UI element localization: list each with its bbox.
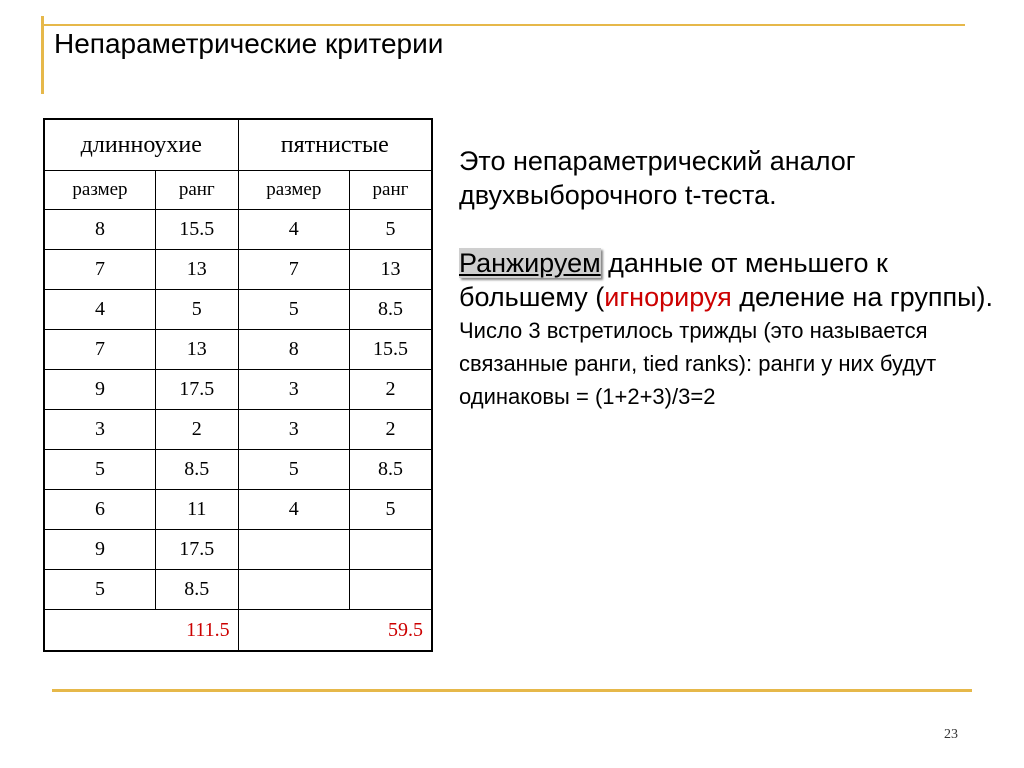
- table-row: [44, 370, 432, 410]
- table-cell: 3: [44, 410, 156, 450]
- paragraph-ranking: [459, 246, 1004, 314]
- table-cell: 17.5: [156, 370, 239, 410]
- totals-row: [44, 610, 432, 652]
- table-cell: 2: [349, 410, 432, 450]
- table-cell: 9: [44, 370, 156, 410]
- table-cell: 5: [349, 210, 432, 250]
- table-cell: 5: [44, 450, 156, 490]
- table-cell: 4: [44, 290, 156, 330]
- table-cell: 8: [44, 210, 156, 250]
- table-cell: 5: [349, 490, 432, 530]
- table-cell: 8.5: [156, 570, 239, 610]
- table-cell: 7: [44, 330, 156, 370]
- table-row: [44, 250, 432, 290]
- ignoring-word: игнорируя: [604, 282, 732, 312]
- table-cell: 6: [44, 490, 156, 530]
- paragraph-analog: Это непараметрический аналог двухвыборочного t-теста.: [459, 146, 856, 210]
- table-cell: 11: [156, 490, 239, 530]
- table-cell: 8: [238, 330, 349, 370]
- column-header: размер: [238, 171, 349, 210]
- table-cell: 15.5: [156, 210, 239, 250]
- group-header: пятнистые: [238, 119, 432, 171]
- table-cell: 13: [349, 250, 432, 290]
- explanation-text: [459, 144, 1004, 413]
- table-row: [44, 570, 432, 610]
- table-row: [44, 450, 432, 490]
- table-row: [44, 210, 432, 250]
- column-header: ранг: [349, 171, 432, 210]
- table-cell: [349, 530, 432, 570]
- table-cell: 3: [238, 370, 349, 410]
- table-cell: [238, 530, 349, 570]
- table-cell: 7: [238, 250, 349, 290]
- table-cell: 8.5: [156, 450, 239, 490]
- table-cell: 13: [156, 250, 239, 290]
- table-row: [44, 490, 432, 530]
- table-cell: 5: [156, 290, 239, 330]
- rank-sum-long-eared: 111.5: [44, 610, 238, 652]
- ranking-highlight: Ранжируем: [459, 248, 601, 278]
- footer-line: [52, 689, 972, 692]
- table-cell: 7: [44, 250, 156, 290]
- table-cell: 4: [238, 490, 349, 530]
- table-row: [44, 530, 432, 570]
- column-header: размер: [44, 171, 156, 210]
- table-cell: 2: [156, 410, 239, 450]
- table-cell: 5: [238, 450, 349, 490]
- table-row: [44, 290, 432, 330]
- table-cell: 8.5: [349, 450, 432, 490]
- table-cell: 4: [238, 210, 349, 250]
- table-cell: 5: [44, 570, 156, 610]
- frame-top-line: [41, 24, 965, 26]
- table-cell: 15.5: [349, 330, 432, 370]
- rank-sum-spotted: 59.5: [238, 610, 432, 652]
- table-cell: 8.5: [349, 290, 432, 330]
- slide-title: Непараметрические критерии: [54, 28, 444, 59]
- data-table: [43, 118, 433, 652]
- frame-vertical-line: [41, 16, 44, 94]
- table-cell: 3: [238, 410, 349, 450]
- paragraph-tied-ranks: Число 3 встретилось трижды (это называется связанные ранги, tied ranks): ранги у них будут одинаковы = (1+2+3)/3=2: [459, 318, 937, 409]
- table-cell: 9: [44, 530, 156, 570]
- table-cell: 17.5: [156, 530, 239, 570]
- table-cell: 5: [238, 290, 349, 330]
- table-cell: [349, 570, 432, 610]
- ranking-text-a: данные от меньшего к большему (: [459, 248, 888, 312]
- table-row: [44, 410, 432, 450]
- table-cell: 13: [156, 330, 239, 370]
- table-row: [44, 330, 432, 370]
- column-header: ранг: [156, 171, 239, 210]
- table-cell: 2: [349, 370, 432, 410]
- group-header: длинноухие: [44, 119, 238, 171]
- page-number: 23: [944, 727, 958, 742]
- table-cell: [238, 570, 349, 610]
- ranking-text-b: деление на группы).: [731, 282, 994, 312]
